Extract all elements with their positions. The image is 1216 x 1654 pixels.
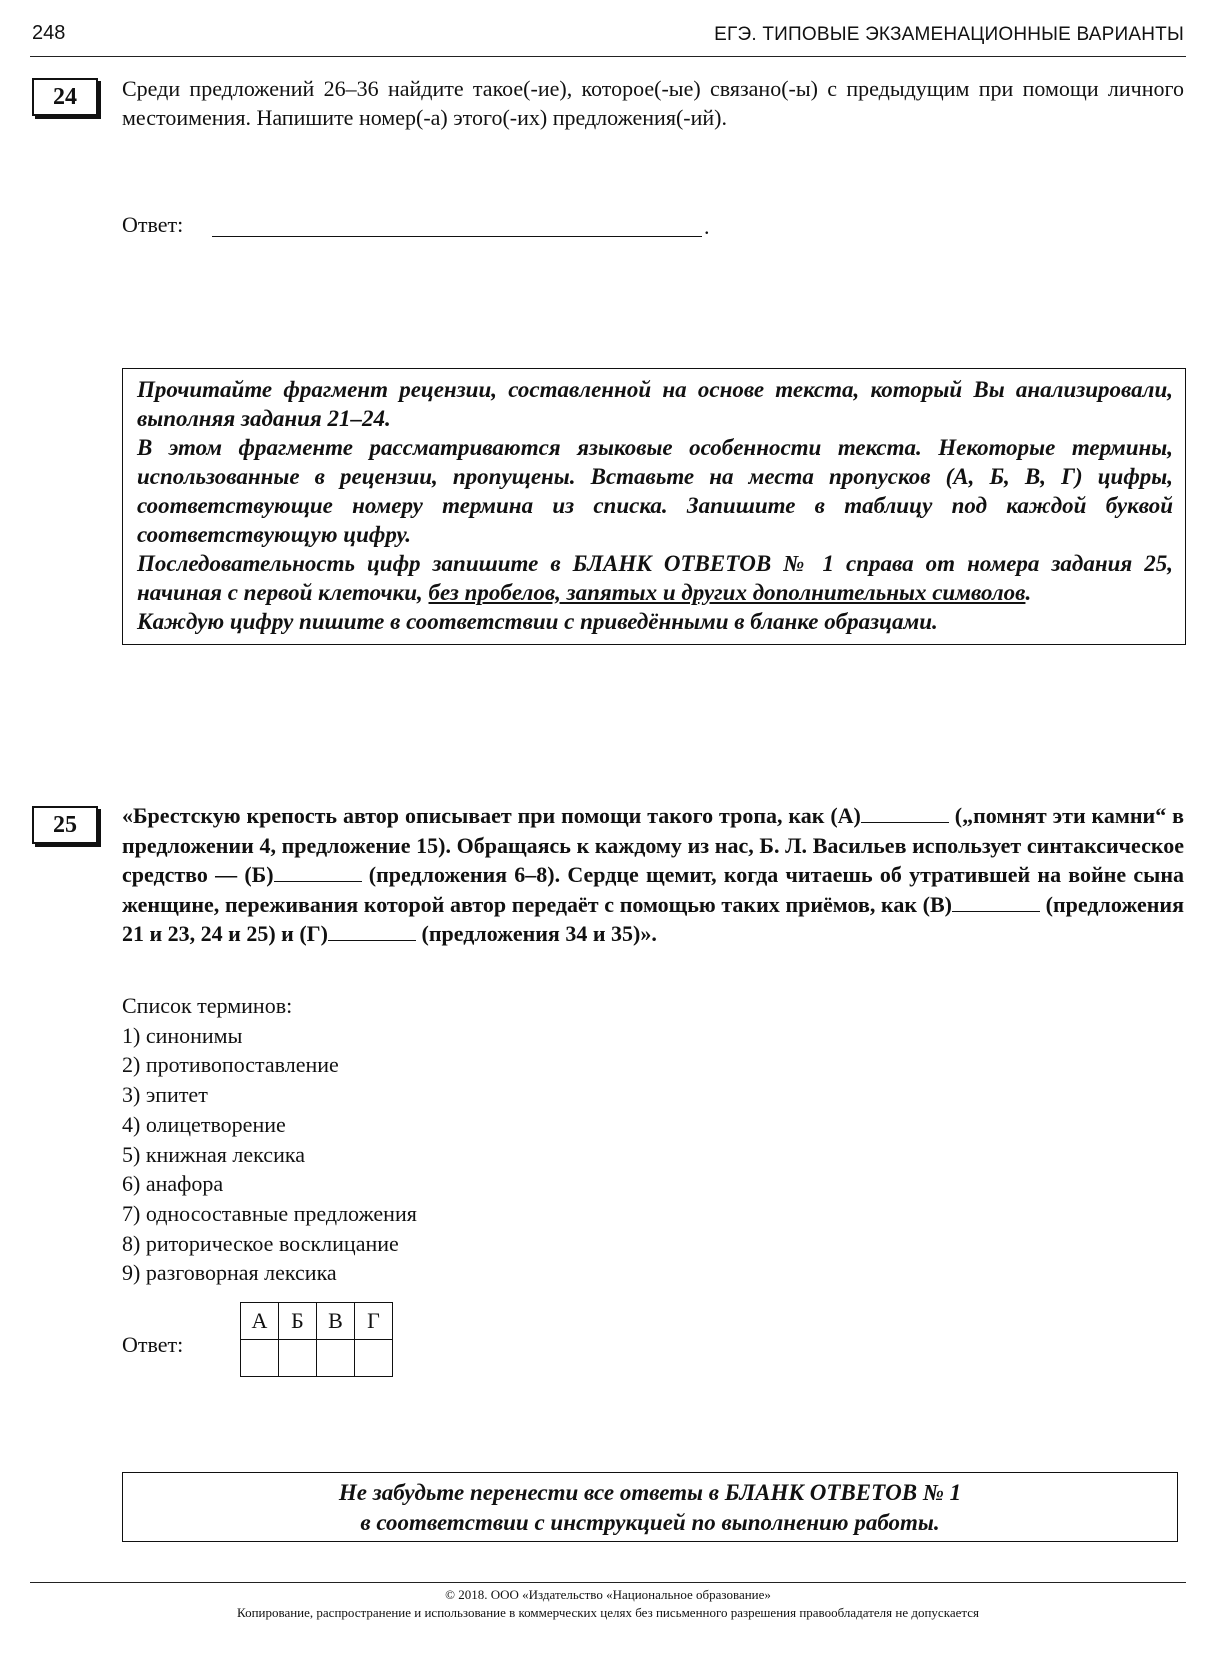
task-24-answer-line[interactable] bbox=[212, 236, 702, 237]
task-25-review-text bbox=[122, 801, 1184, 949]
footer-divider bbox=[30, 1582, 1186, 1583]
grid-cell-v[interactable] bbox=[317, 1340, 355, 1377]
review-segment-3: (предложения 6–8). Сердце щемит, когда читаешь об утратившей на войне сына женщине, переживания которой автор передаёт с помощью таких приёмов, как (В) bbox=[122, 862, 1184, 917]
grid-cell-a[interactable] bbox=[241, 1340, 279, 1377]
term-item: 8) риторическое восклицание bbox=[122, 1230, 399, 1256]
instruction-p3-end: . bbox=[1025, 580, 1032, 605]
answer-grid bbox=[240, 1302, 393, 1377]
instruction-box bbox=[122, 368, 1186, 645]
reminder-line-1: Не забудьте перенести все ответы в БЛАНК ОТВЕТОВ № 1 bbox=[338, 1480, 962, 1505]
reminder-line-2: в соответствии с инструкцией по выполнению работы. bbox=[360, 1510, 940, 1535]
review-segment-1: «Брестскую крепость автор описывает при помощи такого тропа, как (А) bbox=[122, 803, 861, 828]
grid-cell-g[interactable] bbox=[355, 1340, 393, 1377]
term-item: 1) синонимы bbox=[122, 1022, 243, 1048]
task-25-answer-label: Ответ: bbox=[122, 1332, 184, 1357]
instruction-paragraph-2: В этом фрагменте рассматриваются языковые особенности текста. Некоторые термины, использованные в рецензии, пропущены. Вставьте на места пропусков (А, Б, В, Г) цифры, соответствующие номеру термина из списка. Запишите в таблицу под каждой буквой соответствующую цифру. bbox=[137, 435, 1173, 547]
terms-list bbox=[122, 991, 417, 1288]
term-item: 7) односоставные предложения bbox=[122, 1200, 417, 1226]
grid-cell-b[interactable] bbox=[279, 1340, 317, 1377]
grid-header-g: Г bbox=[355, 1303, 393, 1340]
review-segment-2: („помнят эти камни“ в предложении 4, предложение 15). Обращаясь к каждому из нас, Б. Л. Васильев использует синтаксическое средство — (Б) bbox=[122, 803, 1184, 887]
instruction-paragraph-4: Каждую цифру пишите в соответствии с приведёнными в бланке образцами. bbox=[137, 609, 938, 634]
task-24-text: Среди предложений 26–36 найдите такое(-ие), которое(-ые) связано(-ы) с предыдущим при помощи личного местоимения. Напишите номер(-а) этого(-их) предложения(-ий). bbox=[122, 76, 1184, 130]
header-divider bbox=[30, 56, 1186, 57]
term-item: 3) эпитет bbox=[122, 1082, 208, 1108]
review-segment-4: (предложения 21 и 23, 24 и 25) и (Г) bbox=[122, 891, 1184, 946]
task-24-answer-label: Ответ: bbox=[122, 212, 184, 237]
task-25-number-box: 25 bbox=[32, 806, 98, 844]
task-24-number-box: 24 bbox=[32, 78, 98, 116]
blank-a[interactable] bbox=[861, 802, 949, 823]
term-item: 6) анафора bbox=[122, 1171, 224, 1197]
task-24-answer-period: . bbox=[704, 214, 710, 239]
term-item: 2) противопоставление bbox=[122, 1052, 339, 1078]
instruction-paragraph-3 bbox=[137, 549, 1173, 607]
instruction-paragraph-1: Прочитайте фрагмент рецензии, составленной на основе текста, который Вы анализировали, выполняя задания 21–24. bbox=[137, 377, 1173, 431]
grid-header-v: В bbox=[317, 1303, 355, 1340]
footer-copyright: © 2018. ООО «Издательство «Национальное образование» bbox=[445, 1587, 771, 1602]
blank-v[interactable] bbox=[952, 891, 1040, 912]
term-item: 5) книжная лексика bbox=[122, 1141, 305, 1167]
instruction-p3-start: Последовательность цифр запишите в БЛАНК ОТВЕТОВ № 1 справа от номера задания 25, начиная с первой клеточки, bbox=[137, 551, 1173, 605]
footer-legal-note: Копирование, распространение и использование в коммерческих целях без письменного разрешения правообладателя не допускается bbox=[237, 1605, 979, 1620]
grid-header-a: А bbox=[241, 1303, 279, 1340]
reminder-box bbox=[122, 1472, 1178, 1542]
blank-b[interactable] bbox=[274, 861, 362, 882]
review-segment-5: (предложения 34 и 35)». bbox=[416, 921, 657, 946]
term-item: 4) олицетворение bbox=[122, 1111, 286, 1137]
instruction-p3-underlined: без пробелов, запятых и других дополнительных символов bbox=[428, 580, 1026, 605]
page-number: 248 bbox=[32, 22, 66, 44]
blank-g[interactable] bbox=[328, 920, 416, 941]
grid-header-b: Б bbox=[279, 1303, 317, 1340]
term-item: 9) разговорная лексика bbox=[122, 1260, 337, 1286]
terms-caption: Список терминов: bbox=[122, 993, 293, 1018]
running-header-title: ЕГЭ. ТИПОВЫЕ ЭКЗАМЕНАЦИОННЫЕ ВАРИАНТЫ bbox=[714, 24, 1184, 45]
